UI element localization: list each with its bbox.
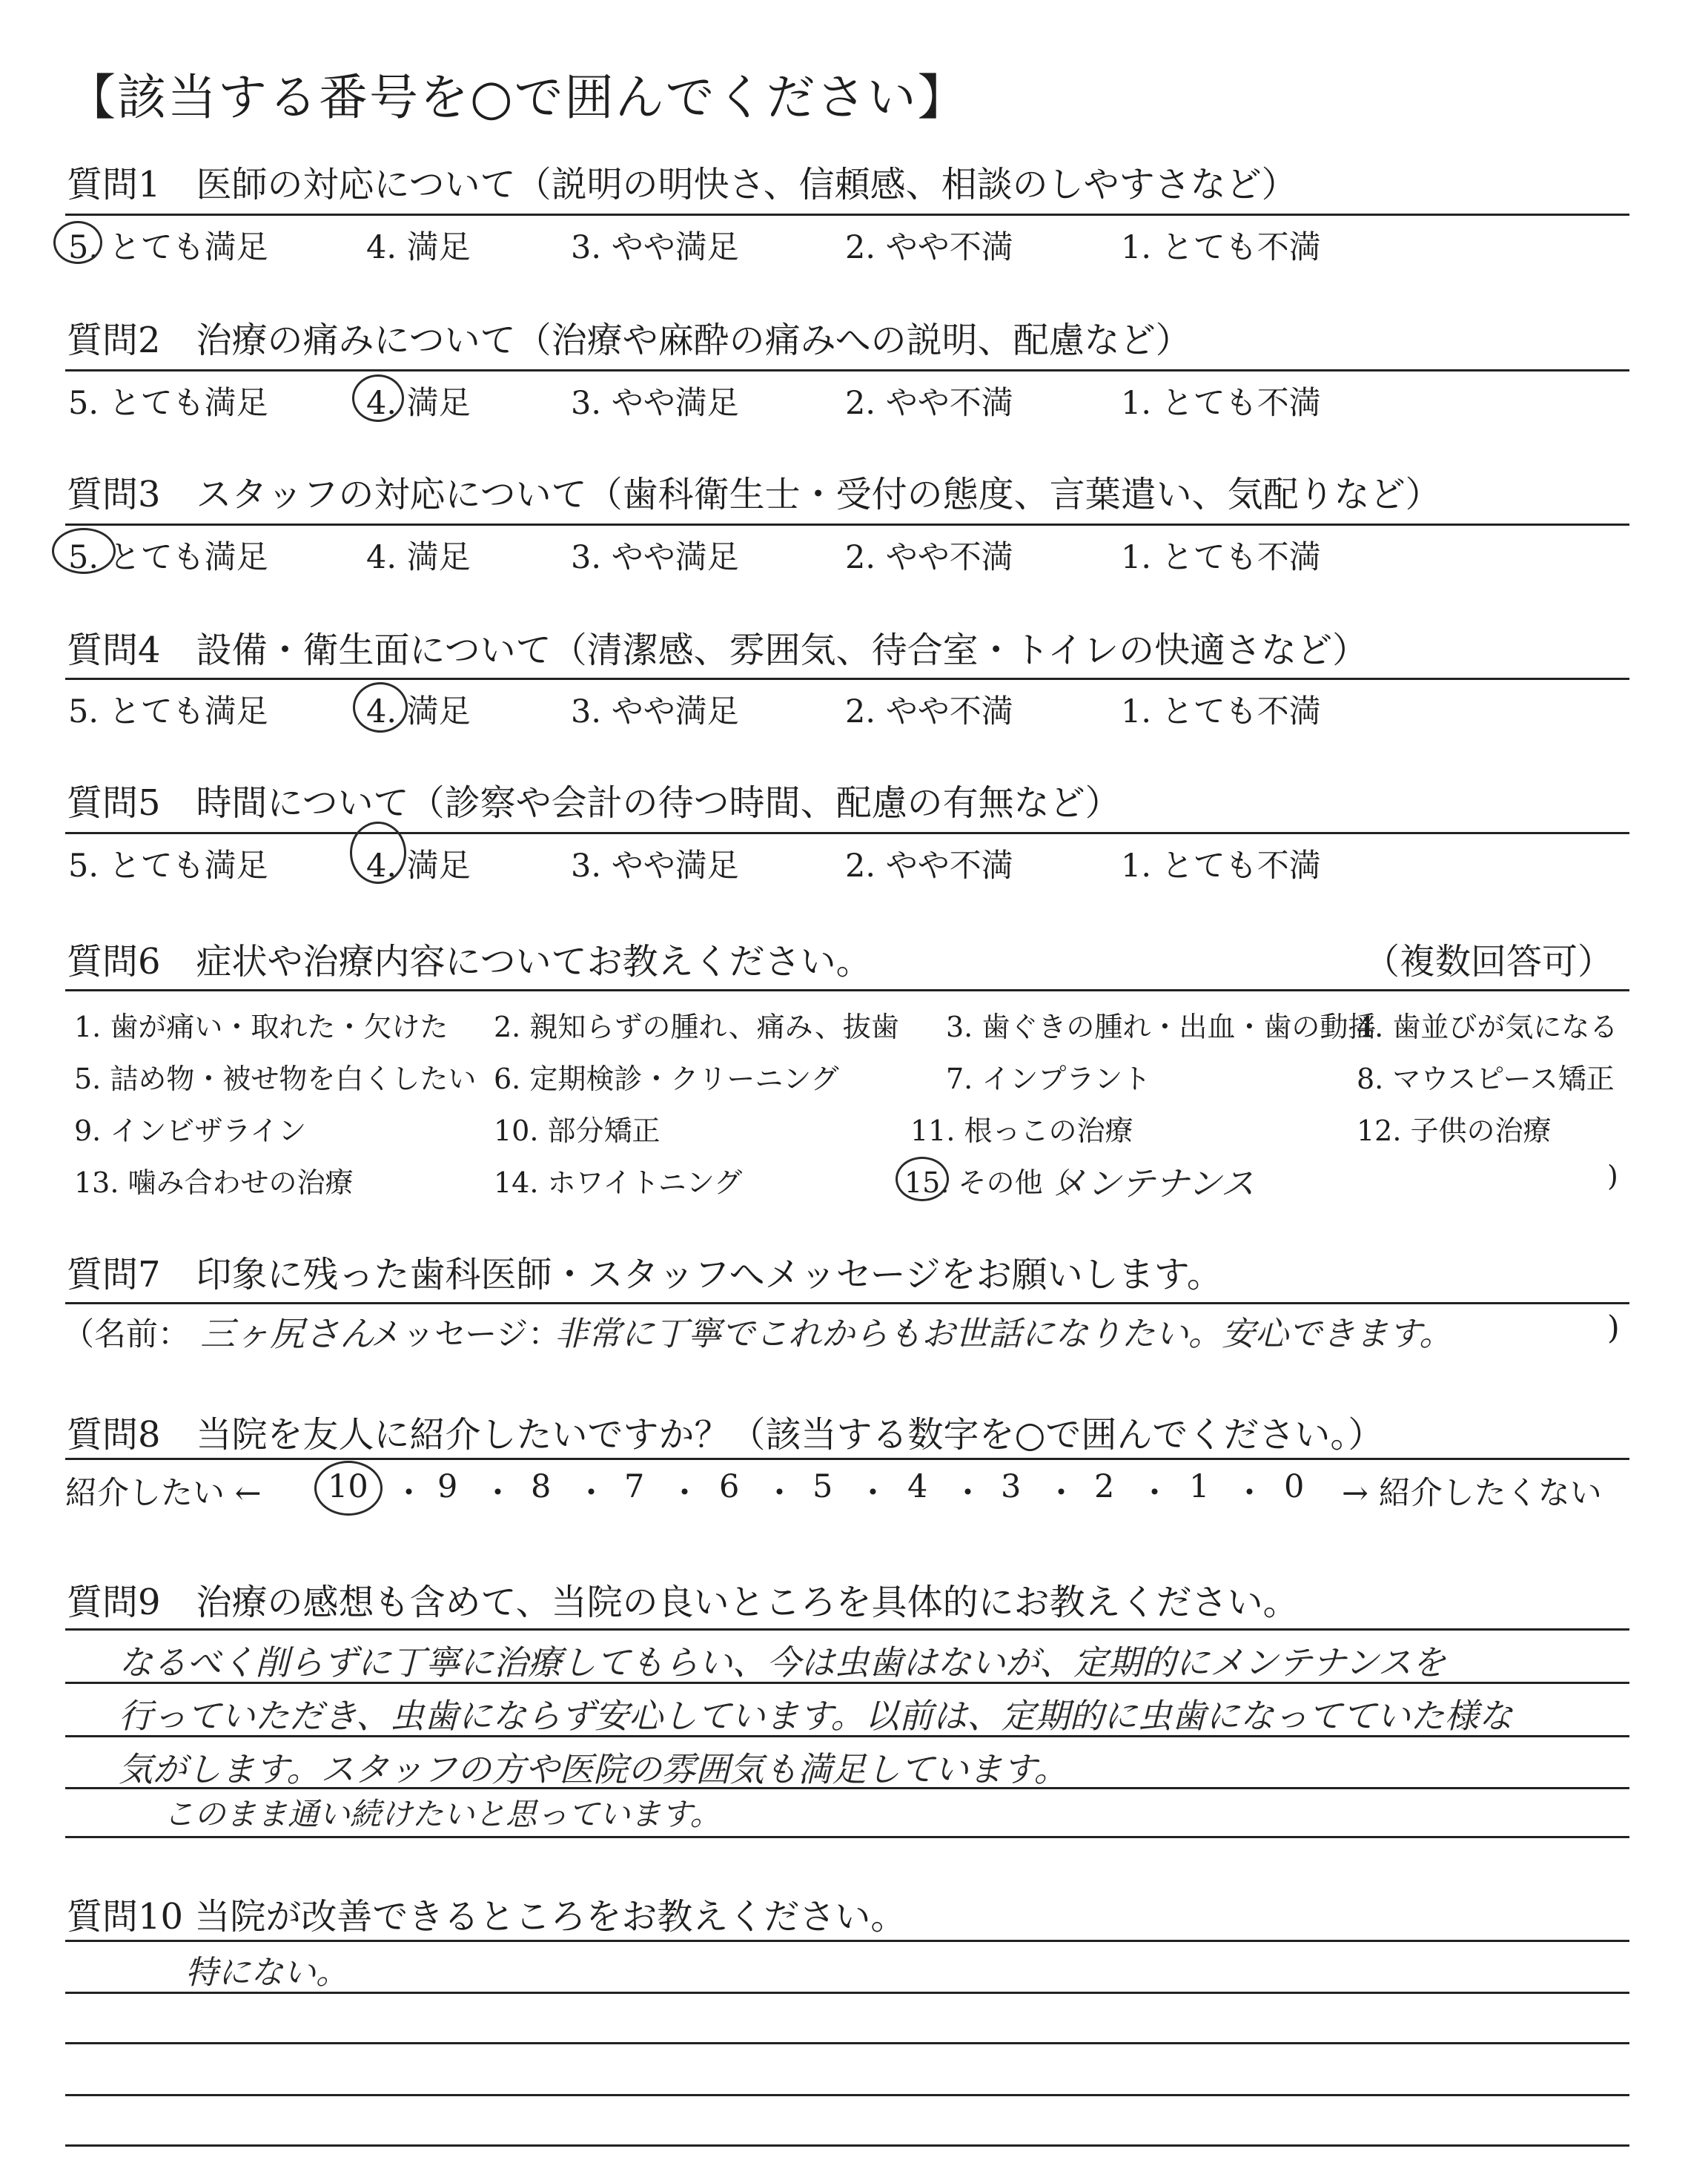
q1-option-5[interactable]: 5. とても満足 bbox=[68, 229, 268, 266]
q8-dot: ・ bbox=[1139, 1475, 1171, 1512]
q9-rule-2 bbox=[65, 1735, 1629, 1737]
q6-option-14[interactable]: 14. ホワイトニング bbox=[494, 1166, 743, 1199]
q5-selection-circle bbox=[350, 822, 406, 884]
q8-scale-2[interactable]: 2 bbox=[1094, 1468, 1115, 1505]
q3-option-5[interactable]: 5. とても満足 bbox=[68, 539, 268, 576]
q8-dot: ・ bbox=[575, 1475, 607, 1512]
q3-rule bbox=[65, 524, 1629, 526]
q6-option-5[interactable]: 5. 詰め物・被せ物を白くしたい bbox=[74, 1063, 477, 1095]
q10-rule-4 bbox=[65, 2144, 1629, 2147]
q8-dot: ・ bbox=[952, 1475, 984, 1512]
q8-scale-3[interactable]: 3 bbox=[1001, 1468, 1022, 1505]
q9-answer-line-1[interactable]: なるべく削らずに丁寧に治療してもらい、今は虫歯はないが、定期的にメンテナンスを bbox=[119, 1642, 1446, 1682]
q5-option-2[interactable]: 2. やや不満 bbox=[845, 848, 1013, 885]
q7-close: ) bbox=[1607, 1309, 1620, 1347]
q8-dot: ・ bbox=[1045, 1475, 1077, 1512]
q10-heading: 質問10 当院が改善できるところをお教えください。 bbox=[67, 1896, 907, 1938]
q9-heading: 質問9 治療の感想も含めて、当院の良いところを具体的にお教えください。 bbox=[67, 1582, 1299, 1623]
q6-option-1[interactable]: 1. 歯が痛い・取れた・欠けた bbox=[74, 1011, 448, 1043]
q8-dot: ・ bbox=[1234, 1475, 1265, 1512]
q10-rule-0 bbox=[65, 1940, 1629, 1942]
q4-option-5[interactable]: 5. とても満足 bbox=[68, 693, 268, 730]
q3-option-2[interactable]: 2. やや不満 bbox=[845, 539, 1013, 576]
q4-heading: 質問4 設備・衛生面について（清潔感、雰囲気、待合室・トイレの快適さなど） bbox=[67, 630, 1368, 671]
q6-other-text[interactable]: メンテナンス bbox=[1053, 1163, 1255, 1203]
q6-option-4[interactable]: 4. 歯並びが気になる bbox=[1357, 1011, 1618, 1043]
q9-rule-1 bbox=[65, 1682, 1629, 1684]
q6-selection-circle bbox=[896, 1157, 949, 1201]
q3-option-1[interactable]: 1. とても不満 bbox=[1121, 539, 1321, 576]
q6-option-13[interactable]: 13. 噛み合わせの治療 bbox=[74, 1166, 354, 1199]
q8-scale-5[interactable]: 5 bbox=[812, 1468, 833, 1505]
q7-name-label: （名前： bbox=[62, 1316, 190, 1353]
q8-scale-9[interactable]: 9 bbox=[437, 1468, 458, 1505]
q2-option-4[interactable]: 4. 満足 bbox=[366, 385, 471, 422]
q2-selection-circle bbox=[352, 374, 404, 422]
q6-other-close: ) bbox=[1607, 1160, 1618, 1192]
q3-option-3[interactable]: 3. やや満足 bbox=[571, 539, 739, 576]
q6-heading: 質問6 症状や治療内容についてお教えください。 bbox=[67, 941, 872, 982]
q8-scale-8[interactable]: 8 bbox=[531, 1468, 552, 1505]
q7-message-value[interactable]: 非常に丁寧でこれからもお世話になりたい。安心できます。 bbox=[555, 1314, 1453, 1353]
q6-option-10[interactable]: 10. 部分矯正 bbox=[494, 1114, 661, 1147]
q8-dot: ・ bbox=[393, 1475, 425, 1512]
q9-answer-line-3[interactable]: 気がします。スタッフの方や医院の雰囲気も満足しています。 bbox=[119, 1749, 1068, 1789]
q1-option-4[interactable]: 4. 満足 bbox=[366, 229, 471, 266]
q8-scale-10[interactable]: 10 bbox=[328, 1468, 368, 1505]
q6-note: （複数回答可） bbox=[1364, 941, 1614, 982]
q4-option-4[interactable]: 4. 満足 bbox=[366, 693, 471, 730]
q8-selection-circle bbox=[314, 1461, 383, 1516]
q9-rule-3 bbox=[65, 1787, 1629, 1789]
q10-rule-3 bbox=[65, 2094, 1629, 2096]
q2-option-3[interactable]: 3. やや満足 bbox=[571, 385, 739, 422]
q8-left-label: 紹介したい ← bbox=[65, 1475, 262, 1512]
q9-answer-line-2[interactable]: 行っていただき、虫歯にならず安心しています。以前は、定期的に虫歯になってていた様な bbox=[119, 1696, 1513, 1736]
q4-option-2[interactable]: 2. やや不満 bbox=[845, 693, 1013, 730]
q1-option-2[interactable]: 2. やや不満 bbox=[845, 229, 1013, 266]
q9-answer-line-4[interactable]: このまま通い続けたいと思っています。 bbox=[163, 1796, 721, 1832]
q7-heading: 質問7 印象に残った歯科医師・スタッフへメッセージをお願いします。 bbox=[67, 1254, 1222, 1295]
q3-heading: 質問3 スタッフの対応について（歯科衛生士・受付の態度、言葉遣い、気配りなど） bbox=[67, 474, 1441, 515]
q3-option-4[interactable]: 4. 満足 bbox=[366, 539, 471, 576]
q3-selection-circle bbox=[52, 528, 116, 574]
q5-option-4[interactable]: 4. 満足 bbox=[366, 848, 471, 885]
q6-option-2[interactable]: 2. 親知らずの腫れ、痛み、抜歯 bbox=[494, 1011, 899, 1043]
page-title: 【該当する番号を○で囲んでください】 bbox=[67, 69, 968, 126]
q10-rule-1 bbox=[65, 1992, 1629, 1994]
q8-scale-4[interactable]: 4 bbox=[907, 1468, 928, 1505]
q8-dot: ・ bbox=[482, 1475, 514, 1512]
q2-heading: 質問2 治療の痛みについて（治療や麻酔の痛みへの説明、配慮など） bbox=[67, 320, 1191, 361]
q5-option-5[interactable]: 5. とても満足 bbox=[68, 848, 268, 885]
q6-option-12[interactable]: 12. 子供の治療 bbox=[1357, 1114, 1552, 1147]
q6-option-6[interactable]: 6. 定期検診・クリーニング bbox=[494, 1063, 839, 1095]
q8-dot: ・ bbox=[669, 1475, 701, 1512]
q8-scale-7[interactable]: 7 bbox=[624, 1468, 645, 1505]
q2-option-5[interactable]: 5. とても満足 bbox=[68, 385, 268, 422]
q1-heading: 質問1 医師の対応について（説明の明快さ、信頼感、相談のしやすさなど） bbox=[67, 164, 1297, 205]
q4-rule bbox=[65, 678, 1629, 680]
q6-option-9[interactable]: 9. インビザライン bbox=[74, 1114, 307, 1147]
q1-rule bbox=[65, 214, 1629, 216]
q2-option-1[interactable]: 1. とても不満 bbox=[1121, 385, 1321, 422]
q4-selection-circle bbox=[353, 682, 408, 733]
q6-option-7[interactable]: 7. インプラント bbox=[946, 1063, 1151, 1095]
q4-option-3[interactable]: 3. やや満足 bbox=[571, 693, 739, 730]
q8-scale-1[interactable]: 1 bbox=[1189, 1468, 1210, 1505]
q6-option-11[interactable]: 11. 根っこの治療 bbox=[910, 1114, 1133, 1147]
q5-rule bbox=[65, 832, 1629, 834]
q9-rule-0 bbox=[65, 1628, 1629, 1631]
q5-option-1[interactable]: 1. とても不満 bbox=[1121, 848, 1321, 885]
q2-rule bbox=[65, 369, 1629, 371]
q1-option-1[interactable]: 1. とても不満 bbox=[1121, 229, 1321, 266]
q8-heading: 質問8 当院を友人に紹介したいですか？（該当する数字を○で囲んでください。） bbox=[67, 1414, 1384, 1456]
q8-rule bbox=[65, 1458, 1629, 1460]
q8-dot: ・ bbox=[857, 1475, 889, 1512]
q8-scale-6[interactable]: 6 bbox=[719, 1468, 740, 1505]
q8-right-label: → 紹介したくない bbox=[1342, 1475, 1602, 1512]
q4-option-1[interactable]: 1. とても不満 bbox=[1121, 693, 1321, 730]
q2-option-2[interactable]: 2. やや不満 bbox=[845, 385, 1013, 422]
q9-rule-4 bbox=[65, 1836, 1629, 1838]
q10-answer[interactable]: 特にない。 bbox=[185, 1954, 348, 1992]
q6-option-15[interactable]: 15. その他（ bbox=[904, 1166, 1071, 1199]
q7-message-label: メッセージ： bbox=[371, 1316, 560, 1353]
q8-dot: ・ bbox=[764, 1475, 795, 1512]
q6-option-8[interactable]: 8. マウスピース矯正 bbox=[1357, 1063, 1615, 1095]
q5-heading: 質問5 時間について（診察や会計の待つ時間、配慮の有無など） bbox=[67, 782, 1121, 824]
q10-rule-2 bbox=[65, 2042, 1629, 2044]
q6-option-3[interactable]: 3. 歯ぐきの腫れ・出血・歯の動揺 bbox=[946, 1011, 1377, 1043]
q5-option-3[interactable]: 3. やや満足 bbox=[571, 848, 739, 885]
q1-option-3[interactable]: 3. やや満足 bbox=[571, 229, 739, 266]
q7-name-value[interactable]: 三ヶ尻さん bbox=[200, 1314, 374, 1355]
q6-rule bbox=[65, 989, 1629, 991]
q1-selection-circle bbox=[53, 221, 102, 264]
q8-scale-0[interactable]: 0 bbox=[1284, 1468, 1305, 1505]
q7-rule bbox=[65, 1302, 1629, 1304]
